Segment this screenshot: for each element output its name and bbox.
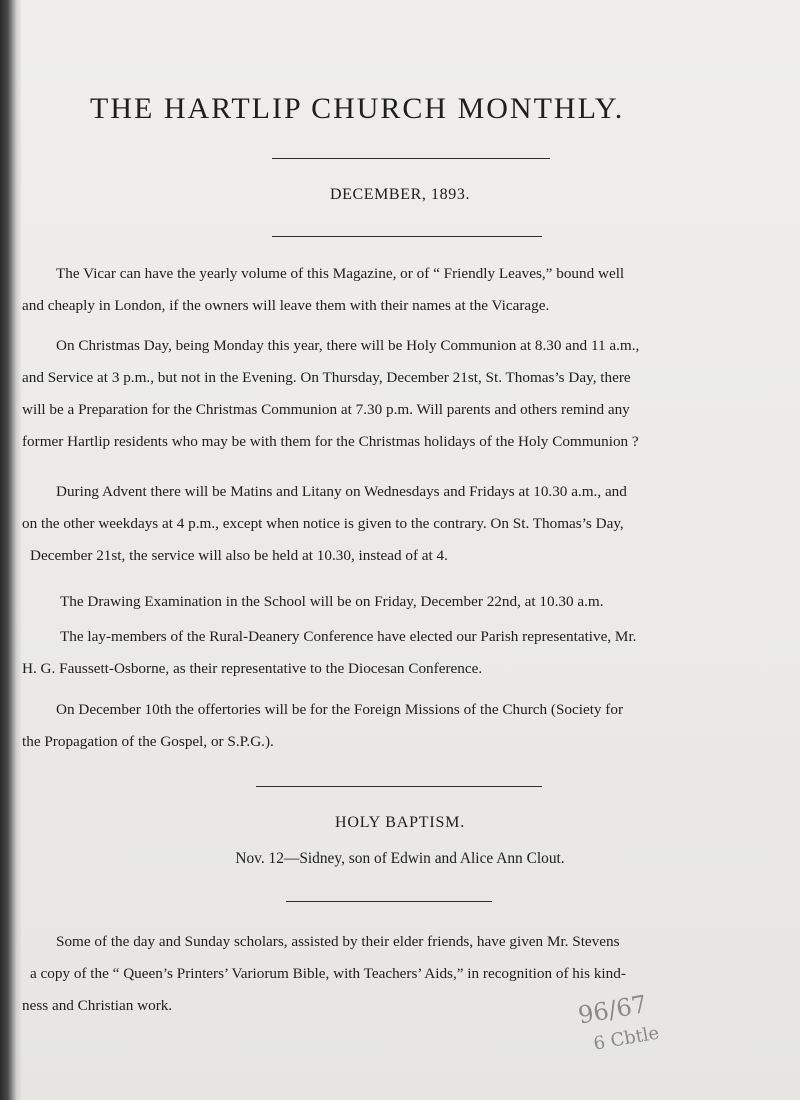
paragraph-line: and Service at 3 p.m., but not in the Evening. On Thursday, December 21st, St. Thomas’s Day, there [22, 369, 631, 386]
catalog-shelfmark: 6 Cbtle [592, 1022, 661, 1055]
baptism-heading: HOLY BAPTISM. [335, 814, 465, 831]
paragraph-line: ness and Christian work. [22, 997, 173, 1014]
title-rule [272, 158, 550, 159]
handwritten-catalog-note [576, 989, 686, 1064]
paragraph-line: H. G. Faussett-Osborne, as their representative to the Diocesan Conference. [22, 660, 483, 677]
paragraph-drawing-exam [22, 586, 766, 618]
paragraph-conference [22, 621, 766, 685]
issue-date: DECEMBER, 1893. [329, 186, 471, 203]
paragraph-line: The lay-members of the Rural-Deanery Conference have elected our Parish representative, Mr. [60, 628, 637, 645]
paragraph-line: On Christmas Day, being Monday this year, there will be Holy Communion at 8.30 and 11 a.m., [56, 337, 640, 354]
paragraph-line: on the other weekdays at 4 p.m., except when notice is given to the contrary. On St. Thomas’s Day, [22, 515, 624, 532]
paragraph-offertories [22, 694, 766, 758]
paragraph-line: The Drawing Examination in the School will be on Friday, December 22nd, at 10.30 a.m. [60, 593, 604, 610]
paragraph-advent [22, 476, 766, 572]
catalog-number: 96/67 [576, 989, 649, 1030]
section-rule [256, 786, 542, 787]
date-rule [272, 236, 542, 237]
paragraph-line: During Advent there will be Matins and Litany on Wednesdays and Fridays at 10.30 a.m., and [56, 483, 627, 500]
paragraph-binding [22, 258, 766, 322]
paragraph-line: former Hartlip residents who may be with them for the Christmas holidays of the Holy Communion ? [22, 433, 639, 450]
paragraph-christmas [22, 330, 766, 458]
paragraph-line: a copy of the “ Queen’s Printers’ Variorum Bible, with Teachers’ Aids,” in recognition of his kind- [30, 965, 626, 982]
paragraph-line: and cheaply in London, if the owners will leave them with their names at the Vicarage. [22, 297, 550, 314]
paragraph-line: will be a Preparation for the Christmas Communion at 7.30 p.m. Will parents and others remind any [22, 401, 630, 418]
paragraph-line: The Vicar can have the yearly volume of this Magazine, or of “ Friendly Leaves,” bound well [56, 265, 625, 282]
baptism-rule [286, 901, 492, 902]
paragraph-line: On December 10th the offertories will be for the Foreign Missions of the Church (Society for [56, 701, 624, 718]
paragraph-line: Some of the day and Sunday scholars, assisted by their elder friends, have given Mr. Stevens [56, 933, 620, 950]
paragraph-line: December 21st, the service will also be held at 10.30, instead of at 4. [30, 547, 448, 564]
paragraph-line: the Propagation of the Gospel, or S.P.G.). [22, 733, 274, 750]
page-title: THE HARTLIP CHURCH MONTHLY. [90, 92, 625, 125]
baptism-entry: Nov. 12—Sidney, son of Edwin and Alice Ann Clout. [235, 850, 565, 867]
binding-shadow [0, 0, 22, 1100]
